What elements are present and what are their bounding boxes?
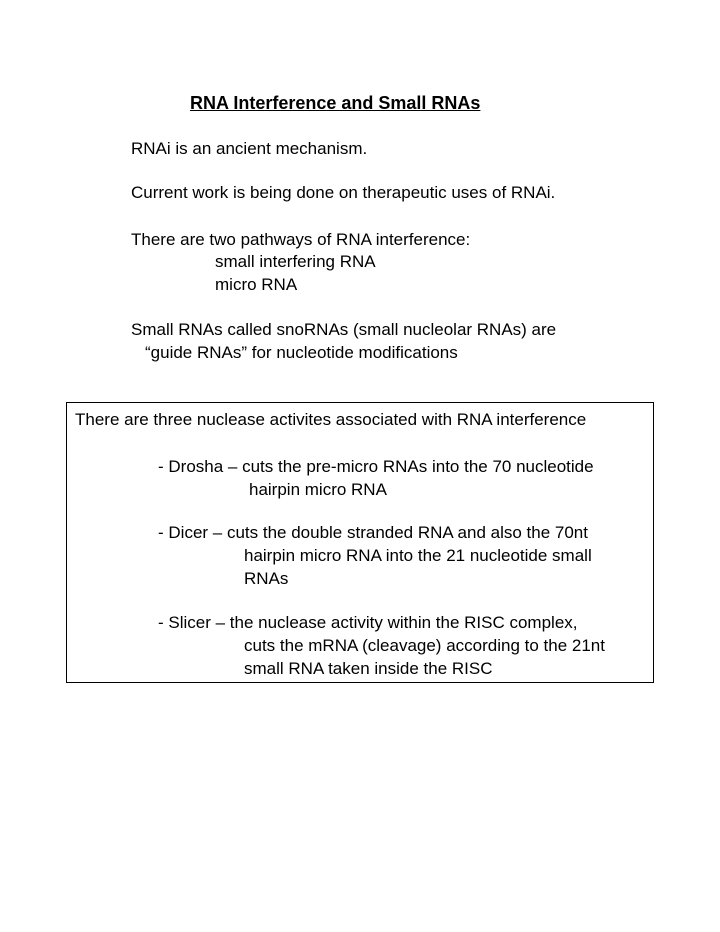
slicer-line1: - Slicer – the nuclease activity within the RISC complex, [158, 613, 578, 632]
paragraph-snornas-line1: Small RNAs called snoRNAs (small nucleolar RNAs) are [131, 320, 557, 339]
dicer-line3: RNAs [244, 569, 289, 588]
drosha-line2: hairpin micro RNA [249, 480, 387, 499]
drosha-line1: - Drosha – cuts the pre-micro RNAs into the 70 nucleotide [158, 457, 594, 476]
paragraph-pathways-intro: There are two pathways of RNA interference: [131, 230, 471, 249]
paragraph-therapeutic-uses: Current work is being done on therapeutic uses of RNAi. [131, 183, 556, 202]
slicer-line2: cuts the mRNA (cleavage) according to the 21nt [244, 636, 605, 655]
dicer-line2: hairpin micro RNA into the 21 nucleotide small [244, 546, 592, 565]
pathway-item-mirna: micro RNA [215, 275, 298, 294]
paragraph-rnai-ancient: RNAi is an ancient mechanism. [131, 139, 368, 158]
slicer-line3: small RNA taken inside the RISC [244, 659, 493, 678]
dicer-line1: - Dicer – cuts the double stranded RNA and also the 70nt [158, 523, 588, 542]
paragraph-snornas-line2: “guide RNAs” for nucleotide modifications [145, 343, 458, 362]
page-title: RNA Interference and Small RNAs [190, 93, 481, 113]
box-heading: There are three nuclease activites associated with RNA interference [75, 410, 587, 429]
pathway-item-sirna: small interfering RNA [215, 252, 376, 271]
